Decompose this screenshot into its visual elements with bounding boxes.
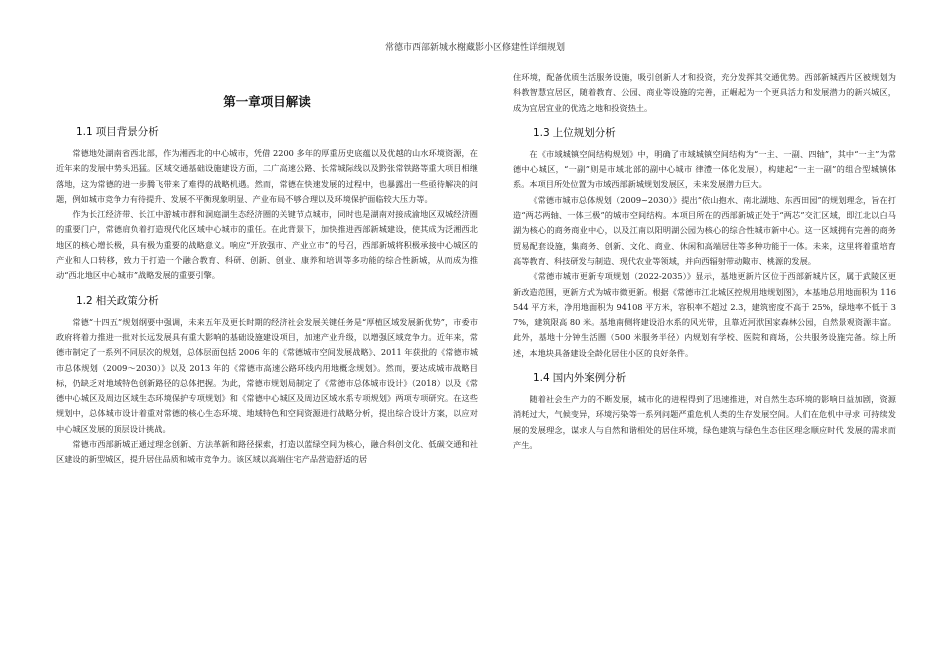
section-number: 1.3 bbox=[533, 126, 550, 139]
section-title: 上位规划分析 bbox=[552, 126, 616, 139]
paragraph: 常德地处湖南省西北部，作为湘西北的中心城市，凭借 2200 多年的厚重历史底蕴以及优越的山水环境资源，在近年来的发展中势头迅猛。区域交通基础设施建设方面，二广高速公路、长常城际线以及黔张常铁路等重大项目相继落地，这为常德的进一步腾飞带来了难得的战略机遇。然而，常德在快速发展的过程中，也暴露出一些亟待解决的问题，例如城市竞争力有待提升、发展不平衡现象明显、产业布局不够合理以及环境保护面临较大压力等。 bbox=[56, 148, 478, 204]
section-heading bbox=[533, 125, 896, 140]
running-header: 常德市西部新城水榭藏影小区修建性详细规划 bbox=[384, 43, 565, 53]
section-title: 相关政策分析 bbox=[95, 294, 159, 307]
chapter-title: 第一章项目解读 bbox=[223, 94, 311, 109]
left-column bbox=[56, 70, 478, 468]
paragraph: 随着社会生产力的不断发展，城市化的进程得到了迅速推进，对自然生态环境的影响日益加剧，资源消耗过大，气候变异，环境污染等一系列问题严重危机人类的生存发展空间。人们在危机中寻求 可持续发展的发展理念，谋求人与自然和谐相处的居住环境，绿色建筑与绿色生态住区理念顺应时代 发展的需求而产生。 bbox=[513, 394, 896, 450]
paragraph: 《常德市城市更新专项规划（2022-2035）》显示，基地更新片区位于西部新城片区，属于武陵区更新改造范围，更新方式为城市微更新。根据《常德市江北城区控规用地规划图》，本基地总用地面积为 116544 平方米，净用地面积为 94108 平方米，容积率不超过 2.3，建筑密度不高于 25%，绿地率不低于 37%，建筑限高 80 米。基地南侧将建设沿水系的风光带，且靠近河洑国家森林公园，自然景观资源丰富。此外，基地十分钟生活圈（500 米服务半径）内规划有学校、医院和商场，公共服务设施完备。综上所述，本地块具备建设全龄化居住小区的良好条件。 bbox=[513, 271, 896, 358]
paragraph: 作为长江经济带、长江中游城市群和洞庭湖生态经济圈的关键节点城市，同时也是湖南对接成渝地区双城经济圈的重要门户，常德肩负着打造现代化区域中心城市的重任。在此背景下，加快推进西部新城建设，使其成为泛湘西北地区的核心增长极，具有极为重要的战略意义。响应“开放强市、产业立市”的号召，西部新城将积极承接中心城区的产业和人口转移，致力于打造一个融合教育、科研、创新、创业、康养和培训等多功能的综合性新城，从而成为推动“西北地区中心城市”战略发展的重要引擎。 bbox=[56, 209, 478, 281]
section-number: 1.4 bbox=[533, 372, 550, 385]
section-title: 项目背景分析 bbox=[95, 126, 159, 138]
right-column bbox=[513, 70, 896, 453]
paragraph: 常德“十四五”规划纲要中强调，未来五年及更长时期的经济社会发展关键任务是“厚植区域发展新优势”，市委市政府将着力推进一批对长远发展具有重大影响的基础设施建设项目，加速产业升级，以增强区域竞争力。近年来，常德市制定了一系列不同层次的规划，总体层面包括 2006 年的《常德城市空间发展战略》、2011 年获批的《常德市城市总体规划（2009～2030）》以及 2013 年的《常德市高速公路环线内用地概念规划》。然而，要达成城市战略目标，仍缺乏对地域特色创新路径的总体把握。为此，常德市规划局制定了《常德市总体城市设计》（2018）以及《常德中心城区及周边区域生态环境保护专项规划》和《常德中心城区及周边区域水系专项规划》两项专项研究。在这些规划中，总体城市设计着重对常德的核心生态环境、地域特色和空间资源进行战略分析，提出综合设计方案，以应对中心城区发展的顶层设计挑战。 bbox=[56, 316, 479, 434]
section-heading bbox=[533, 370, 896, 385]
section-heading bbox=[76, 293, 478, 308]
section-number: 1.2 bbox=[76, 294, 93, 307]
section-heading bbox=[76, 124, 478, 139]
paragraph: 在《市域城镇空间结构规划》中，明确了市域城镇空间结构为“一主、一副、四轴”，其中“一主”为常德中心城区，“一副”则是市域北部的副中心城市 律澧一体化发展），构建起“一主一副”的组合型城镇体系。本项目所处位置为市域西部新城规划发展区，未来发展潜力巨大。 bbox=[513, 148, 896, 190]
section-number: 1.1 bbox=[76, 126, 93, 138]
section-title: 国内外案例分析 bbox=[552, 372, 627, 385]
paragraph: 常德市西部新城正通过理念创新、方法革新和路径探索，打造以蓝绿空间为核心，融合科创文化、低碳交通和社区建设的新型城区，提升居住品质和城市竞争力。该区域以高端住宅产品营造舒适的居 bbox=[56, 439, 478, 465]
paragraph: 《常德市城市总体规划（2009~2030）》提出“依山抱水、南北湖地、东西田园”的规划理念，旨在打造“两芯两轴、一体三极”的城市空间结构。本项目所在的西部新城正处于“两芯”交汇区域，即江北以白马湖为核心的商务商业中心，以及江南以阳明湖公园为核心的综合性城市新中心。这一区域拥有完善的商务贸易配套设施，集商务、创新、文化、商业、休闲和高端居住等多种功能于一体。未来，这里将着重培育高等教育、科技研发与制造、现代农业等领域，并向西辐射带动陬市、桃源的发展。 bbox=[513, 194, 896, 266]
paragraph-continuation: 住环境，配备优质生活服务设施，吸引创新人才和投资，充分发挥其交通优势。西部新城西片区被规划为科教智慧宜居区，随着教育、公园、商业等设施的完善，正崛起为一个更具活力和发展潜力的新兴城区，成为宜居宜业的优选之地和投资热土。 bbox=[513, 72, 896, 113]
